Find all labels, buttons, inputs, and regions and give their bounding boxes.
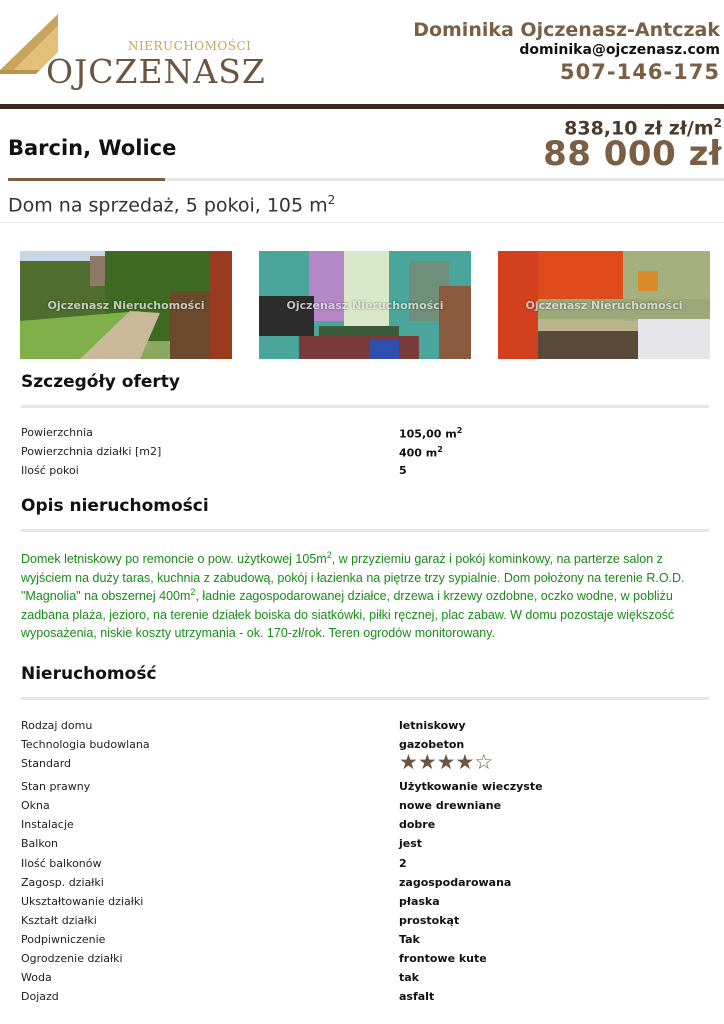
property-label: Ogrodzenie działki: [21, 952, 123, 965]
property-title: Nieruchomość: [21, 664, 157, 684]
property-label: Standard: [21, 757, 72, 770]
property-label: Okna: [21, 799, 50, 812]
description-text: [21, 550, 711, 643]
details-value-sup: 2: [437, 445, 443, 454]
details-value-text: 105,00 m: [399, 427, 457, 441]
property-row: [21, 818, 711, 837]
details-title: Szczegóły oferty: [21, 372, 180, 392]
property-value: jest: [399, 837, 423, 850]
property-row: [21, 857, 711, 876]
offer-subtitle-sup: 2: [327, 193, 336, 207]
property-label: Dojazd: [21, 990, 59, 1003]
photo-kitchen[interactable]: [498, 251, 710, 359]
property-row: [21, 780, 711, 799]
property-value: płaska: [399, 895, 440, 908]
description-part-3: , ładnie zagospodarowanej działce, drzewa i krzewy ozdobne, oczko wodne, w pobliżu zadbana plaża, jezioro, na terenie działek boiska do siatkówki, piłki ręcznej, plac zabaw. W domu pozostaje większość wyposażenia, niskie koszty utrzymania - ok. 170-zł/rok. Teren ogrodów monitorowany.: [21, 589, 675, 640]
details-value: 5: [399, 464, 407, 477]
page-header: [0, 0, 724, 104]
details-label: Powierzchnia: [21, 426, 93, 439]
details-value: [399, 426, 462, 441]
details-row: [21, 426, 711, 445]
property-row: [21, 971, 711, 990]
property-value: 2: [399, 857, 407, 870]
logo-subtitle: NIERUCHOMOŚCI: [128, 39, 252, 53]
property-label: Zagosp. działki: [21, 876, 104, 889]
subtitle-divider: [0, 222, 724, 223]
agent-name: Dominika Ojczenasz-Antczak: [413, 19, 720, 41]
property-row: [21, 990, 711, 1009]
property-row: [21, 799, 711, 818]
property-value: prostokąt: [399, 914, 460, 927]
price-per-m2-sup: 2: [713, 116, 722, 130]
property-label: Balkon: [21, 837, 59, 850]
logo-title: OJCZENASZ: [46, 52, 266, 91]
property-value: dobre: [399, 818, 436, 831]
agent-email[interactable]: dominika@ojczenasz.com: [519, 42, 720, 58]
title-underline-accent: [8, 178, 165, 181]
details-divider: [21, 405, 709, 408]
property-row: [21, 837, 711, 856]
agent-phone[interactable]: 507-146-175: [560, 60, 720, 84]
property-row: [21, 914, 711, 933]
details-label: Ilość pokoi: [21, 464, 79, 477]
star-filled-icon: ★: [455, 750, 475, 774]
property-row: [21, 876, 711, 895]
property-row: [21, 933, 711, 952]
property-row: [21, 952, 711, 971]
property-label: Kształt działki: [21, 914, 97, 927]
property-row: [21, 895, 711, 914]
photo-watermark: Ojczenasz Nieruchomości: [47, 299, 205, 312]
details-label: Powierzchnia działki [m2]: [21, 445, 162, 458]
photo-watermark: Ojczenasz Nieruchomości: [286, 299, 444, 312]
standard-rating: [399, 751, 493, 773]
description-sup-1: 2: [326, 549, 332, 560]
details-value-text: 400 m: [399, 446, 438, 460]
star-empty-icon: ☆: [474, 750, 494, 774]
agency-logo[interactable]: [0, 12, 266, 92]
property-row: [21, 750, 711, 776]
star-filled-icon: ★: [399, 750, 418, 774]
offer-location: Barcin, Wolice: [8, 136, 177, 160]
property-value: Użytkowanie wieczyste: [399, 780, 543, 793]
star-filled-icon: ★: [417, 750, 437, 774]
property-label: Podpiwniczenie: [21, 933, 106, 946]
property-row: [21, 719, 711, 738]
property-value: zagospodarowana: [399, 876, 512, 889]
description-title: Opis nieruchomości: [21, 496, 209, 516]
offer-subtitle-text: Dom na sprzedaż, 5 pokoi, 105 m: [8, 194, 328, 217]
price-per-m2-value: 838,10 zł zł/m: [564, 117, 714, 140]
property-label: Rodzaj domu: [21, 719, 93, 732]
description-part-1: Domek letniskowy po remoncie o pow. użytkowej 105m: [21, 552, 327, 566]
property-label: Ukształtowanie działki: [21, 895, 144, 908]
property-label: Stan prawny: [21, 780, 91, 793]
property-divider: [21, 697, 709, 700]
description-sup-2: 2: [190, 586, 196, 597]
star-filled-icon: ★: [436, 750, 456, 774]
photo-living-room[interactable]: [259, 251, 471, 359]
property-label: Technologia budowlana: [21, 738, 150, 751]
property-value: tak: [399, 971, 419, 984]
offer-subtitle: [8, 193, 335, 216]
title-underline: [165, 178, 724, 181]
photo-watermark: Ojczenasz Nieruchomości: [525, 299, 683, 312]
property-value: letniskowy: [399, 719, 466, 732]
offer-price: 88 000 zł: [543, 134, 722, 174]
property-label: Instalacje: [21, 818, 74, 831]
property-value: Tak: [399, 933, 420, 946]
property-label: Woda: [21, 971, 52, 984]
details-row: [21, 464, 711, 483]
description-divider: [21, 529, 709, 532]
property-value: asfalt: [399, 990, 435, 1003]
header-divider: [0, 104, 724, 109]
details-value: [399, 445, 443, 460]
property-value: gazobeton: [399, 738, 465, 751]
property-row: [21, 738, 711, 757]
agent-contact: [413, 18, 720, 85]
details-value-sup: 2: [456, 426, 463, 435]
property-value: nowe drewniane: [399, 799, 502, 812]
photo-garden[interactable]: [20, 251, 232, 359]
details-row: [21, 445, 711, 464]
property-value: frontowe kute: [399, 952, 487, 965]
description-part-2: , w przyziemiu garaż i pokój kominkowy, na parterze salon z wyjściem na duży taras, kuchnia z zabudową, pokój i łazienka na piętrze trzy sypialnie. Dom położony na terenie R.O.D. "Magnolia" na obszernej 400m: [21, 552, 685, 603]
property-label: Ilość balkonów: [21, 857, 102, 870]
